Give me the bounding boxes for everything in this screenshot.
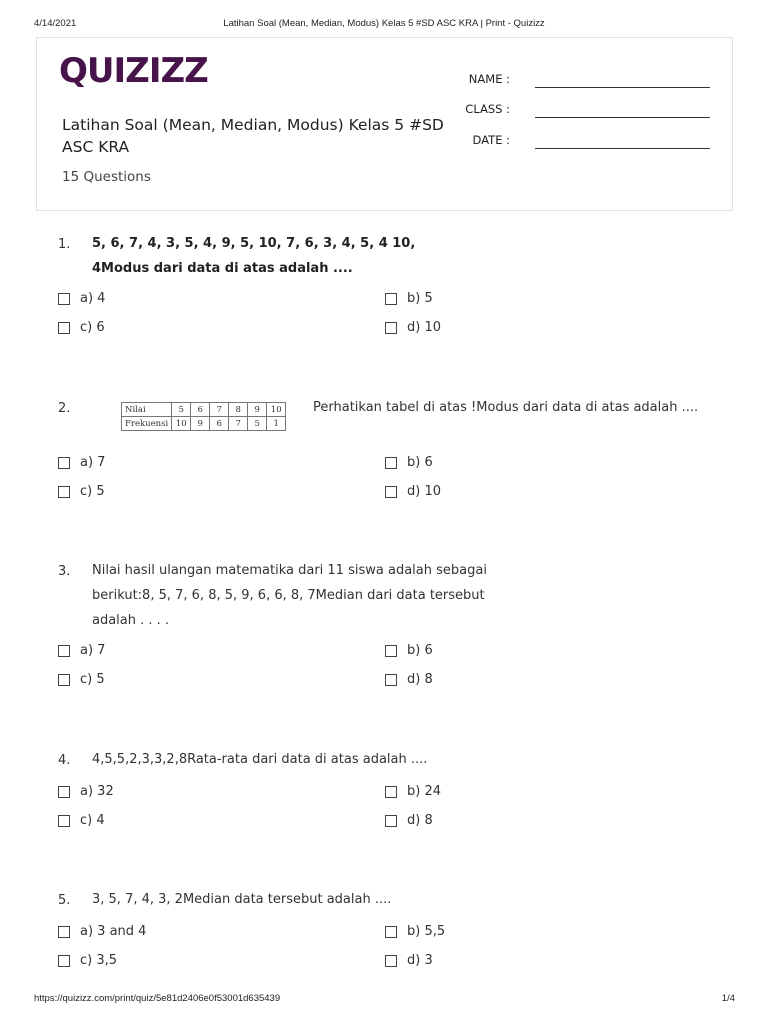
question-number: 3.: [58, 564, 71, 579]
question-text: Perhatikan tabel di atas !Modus dari data di atas adalah ....: [313, 400, 699, 415]
table-cell: 5: [248, 417, 267, 431]
checkbox[interactable]: [58, 486, 70, 498]
option-label: d) 8: [407, 813, 433, 828]
name-field[interactable]: [470, 72, 710, 90]
table-cell: 10: [267, 403, 286, 417]
checkbox[interactable]: [385, 955, 397, 967]
checkbox[interactable]: [385, 786, 397, 798]
option-label: a) 3 and 4: [80, 924, 147, 939]
question-number: 5.: [58, 893, 71, 908]
option-label: d) 10: [407, 484, 441, 499]
question-number: 4.: [58, 753, 71, 768]
table-cell: 7: [210, 403, 229, 417]
table-cell: 8: [229, 403, 248, 417]
table-cell: Nilai: [122, 403, 172, 417]
question-count: 15 Questions: [62, 169, 151, 185]
class-field[interactable]: [465, 102, 710, 120]
checkbox[interactable]: [58, 815, 70, 827]
table-cell: 5: [172, 403, 191, 417]
quiz-title: Latihan Soal (Mean, Median, Modus) Kelas 5 #SD ASC KRA: [62, 116, 444, 156]
class-line[interactable]: [535, 117, 710, 118]
checkbox[interactable]: [385, 486, 397, 498]
checkbox[interactable]: [58, 926, 70, 938]
question-text: 5, 6, 7, 4, 3, 5, 4, 9, 5, 10, 7, 6, 3, 4, 5, 4 10, 4Modus dari data di atas adalah ....: [92, 236, 416, 276]
quiz-header-card: [36, 37, 733, 211]
question-text: 3, 5, 7, 4, 3, 2Median data tersebut adalah ....: [92, 892, 392, 907]
option-label: b) 6: [407, 643, 433, 658]
table-cell: 6: [210, 417, 229, 431]
option-label: b) 5,5: [407, 924, 446, 939]
checkbox[interactable]: [58, 786, 70, 798]
table-cell: 10: [172, 417, 191, 431]
checkbox[interactable]: [385, 645, 397, 657]
frequency-table: [121, 402, 286, 431]
question-number: 2.: [58, 401, 71, 416]
print-date: 4/14/2021: [34, 18, 77, 29]
checkbox[interactable]: [385, 293, 397, 305]
checkbox[interactable]: [58, 457, 70, 469]
option-label: a) 7: [80, 643, 106, 658]
checkbox[interactable]: [58, 322, 70, 334]
checkbox[interactable]: [385, 674, 397, 686]
checkbox[interactable]: [385, 926, 397, 938]
option-label: c) 3,5: [80, 953, 118, 968]
print-url: https://quizizz.com/print/quiz/5e81d2406e0f53001d635439: [34, 993, 281, 1004]
date-line[interactable]: [535, 148, 710, 149]
date-field[interactable]: [470, 133, 710, 151]
option-label: b) 24: [407, 784, 441, 799]
question-text: 4,5,5,2,3,3,2,8Rata-rata dari data di atas adalah ....: [92, 752, 428, 767]
question-number: 1.: [58, 237, 71, 252]
quizizz-logo: QUIZIZZ: [59, 51, 208, 91]
table-cell: 9: [191, 417, 210, 431]
option-label: d) 8: [407, 672, 433, 687]
print-footer: [0, 993, 768, 1007]
class-label: CLASS :: [465, 102, 510, 116]
option-label: c) 4: [80, 813, 105, 828]
option-label: a) 7: [80, 455, 106, 470]
option-label: b) 5: [407, 291, 433, 306]
name-label: NAME :: [468, 72, 510, 86]
print-header: [0, 18, 768, 32]
table-cell: 6: [191, 403, 210, 417]
checkbox[interactable]: [385, 322, 397, 334]
page-number: 1/4: [721, 993, 735, 1004]
print-page-title: Latihan Soal (Mean, Median, Modus) Kelas 5 #SD ASC KRA | Print - Quizizz: [223, 18, 545, 29]
date-label: DATE :: [472, 133, 510, 147]
table-cell: Frekuensi: [122, 417, 172, 431]
table-row: [122, 403, 286, 417]
option-label: d) 10: [407, 320, 441, 335]
option-label: d) 3: [407, 953, 433, 968]
option-label: a) 32: [80, 784, 114, 799]
checkbox[interactable]: [58, 674, 70, 686]
checkbox[interactable]: [58, 645, 70, 657]
option-label: c) 5: [80, 484, 105, 499]
name-line[interactable]: [535, 87, 710, 88]
table-cell: 9: [248, 403, 267, 417]
option-label: a) 4: [80, 291, 106, 306]
checkbox[interactable]: [58, 955, 70, 967]
checkbox[interactable]: [58, 293, 70, 305]
checkbox[interactable]: [385, 457, 397, 469]
table-row: [122, 417, 286, 431]
option-label: c) 5: [80, 672, 105, 687]
checkbox[interactable]: [385, 815, 397, 827]
question-text: Nilai hasil ulangan matematika dari 11 siswa adalah sebagai berikut:8, 5, 7, 6, 8, 5, 9, 6, 6, 8, 7Median dari data tersebut adalah . . . .: [92, 563, 487, 628]
table-cell: 1: [267, 417, 286, 431]
table-cell: 7: [229, 417, 248, 431]
option-label: c) 6: [80, 320, 105, 335]
option-label: b) 6: [407, 455, 433, 470]
